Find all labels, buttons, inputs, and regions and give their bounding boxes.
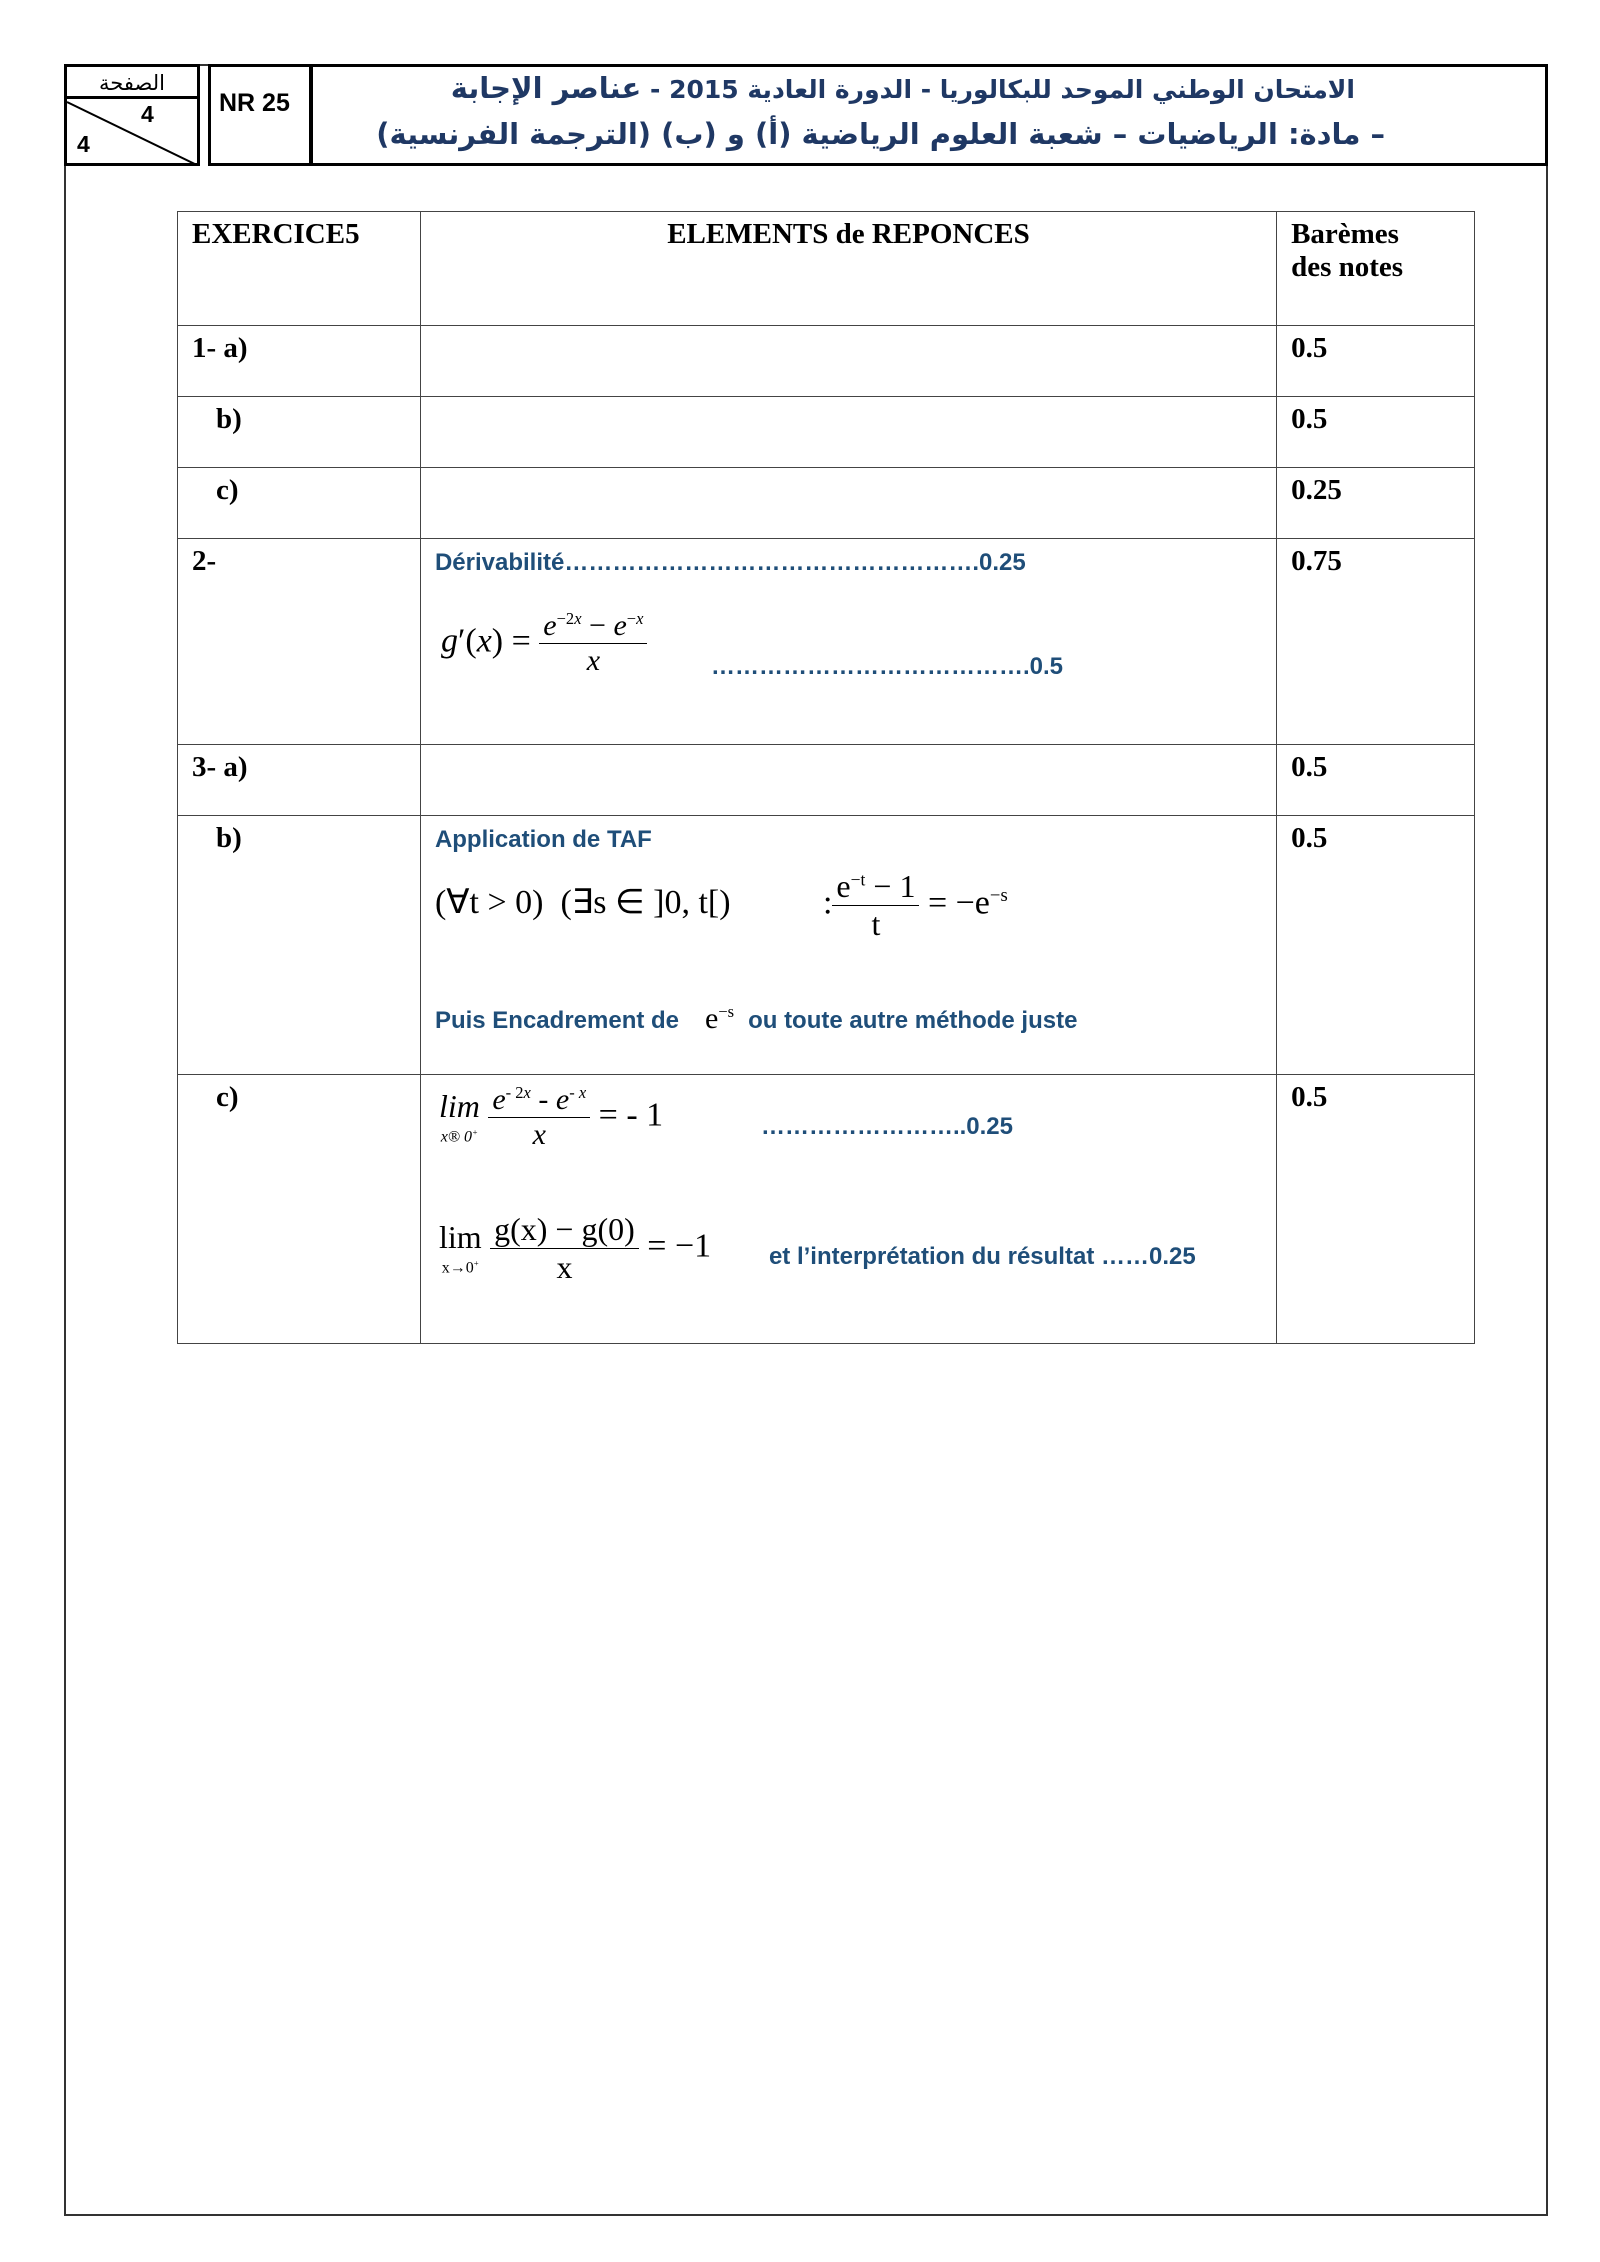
row-answer <box>420 539 1276 745</box>
row-score: 0.5 <box>1277 745 1475 816</box>
row-score: 0.75 <box>1277 539 1475 745</box>
col-score-header: Barèmes des notes <box>1277 212 1475 326</box>
exam-title-box <box>310 64 1548 166</box>
row-score: 0.5 <box>1277 816 1475 1075</box>
exam-code-box <box>208 64 312 166</box>
row-score: 0.25 <box>1277 468 1475 539</box>
table-row <box>178 745 1475 816</box>
row-label: c) <box>178 468 421 539</box>
taf-application-text: Application de TAF <box>434 826 652 853</box>
exam-title-line2: – مادة: الرياضيات – شعبة العلوم الرياضية (أ) و (ب) (الترجمة الفرنسية) <box>376 117 1385 151</box>
table-row <box>178 397 1475 468</box>
row-score: 0.5 <box>1277 1075 1475 1344</box>
limit-score-dots: ……………………..0.25 <box>760 1113 1013 1140</box>
col-elements-header: ELEMENTS de REPONCES <box>420 212 1276 326</box>
derivative-score-dots: ………………………………….0.5 <box>710 653 1063 680</box>
row-score: 0.5 <box>1277 397 1475 468</box>
limit-formula-1: lim x® 0+ $\frac{e^{- 2x} - e^{- x}}{x}$ = - 1 <box>438 1083 664 1151</box>
interpretation-text: et l’interprétation du résultat ……0.25 <box>768 1243 1196 1270</box>
row-label: 3- a) <box>178 745 421 816</box>
answer-table <box>177 211 1475 1344</box>
table-row <box>178 539 1475 745</box>
method-text: ou toute autre méthode juste <box>748 1007 1078 1034</box>
col-exercise-header: EXERCICE5 <box>178 212 421 326</box>
table-row <box>178 326 1475 397</box>
taf-quantifiers: (∀t > 0) (∃s ∈ ]0, t[) <box>434 884 731 921</box>
table-row <box>178 468 1475 539</box>
exam-title-line1 <box>451 71 1355 105</box>
row-label: c) <box>178 1075 421 1344</box>
exam-title-answers: عناصر الإجابة <box>450 71 642 105</box>
derivability-text: Dérivabilité…………………………………………….0.25 <box>434 549 1026 576</box>
page-total: 4 <box>77 131 90 157</box>
row-score: 0.5 <box>1277 326 1475 397</box>
table-header-row <box>178 212 1475 326</box>
row-answer <box>420 1075 1276 1344</box>
row-label: 1- a) <box>178 326 421 397</box>
table-row <box>178 1075 1475 1344</box>
derivative-formula: g′(x) = $\frac{e^{-2x} - e^{-x}}{x}$ <box>441 609 647 678</box>
row-label: 2- <box>178 539 421 745</box>
encadrement-text: Puis Encadrement de <box>434 1007 680 1034</box>
page-number: 4 <box>141 101 154 127</box>
row-answer <box>420 816 1276 1075</box>
page-label: الصفحة <box>67 69 197 99</box>
limit-formula-2: lim x→0+ $\frac{g(x) - g(0)}{x}$ = −1 <box>438 1211 712 1285</box>
page-number-box <box>64 64 200 166</box>
exam-title-main: الامتحان الوطني الموحد للبكالوريا - الدورة العادية 2015 - <box>650 75 1355 104</box>
table-row <box>178 816 1475 1075</box>
exam-code: NR 25 <box>219 89 290 117</box>
row-label: b) <box>178 816 421 1075</box>
taf-equation: : $\frac{e^{-t} - 1}{t}$ = $-e^{-s}$ <box>822 868 1008 942</box>
row-label: b) <box>178 397 421 468</box>
encadrement-line: Puis Encadrement de $e^{-s}$ ou toute autre méthode juste <box>434 1002 1078 1035</box>
